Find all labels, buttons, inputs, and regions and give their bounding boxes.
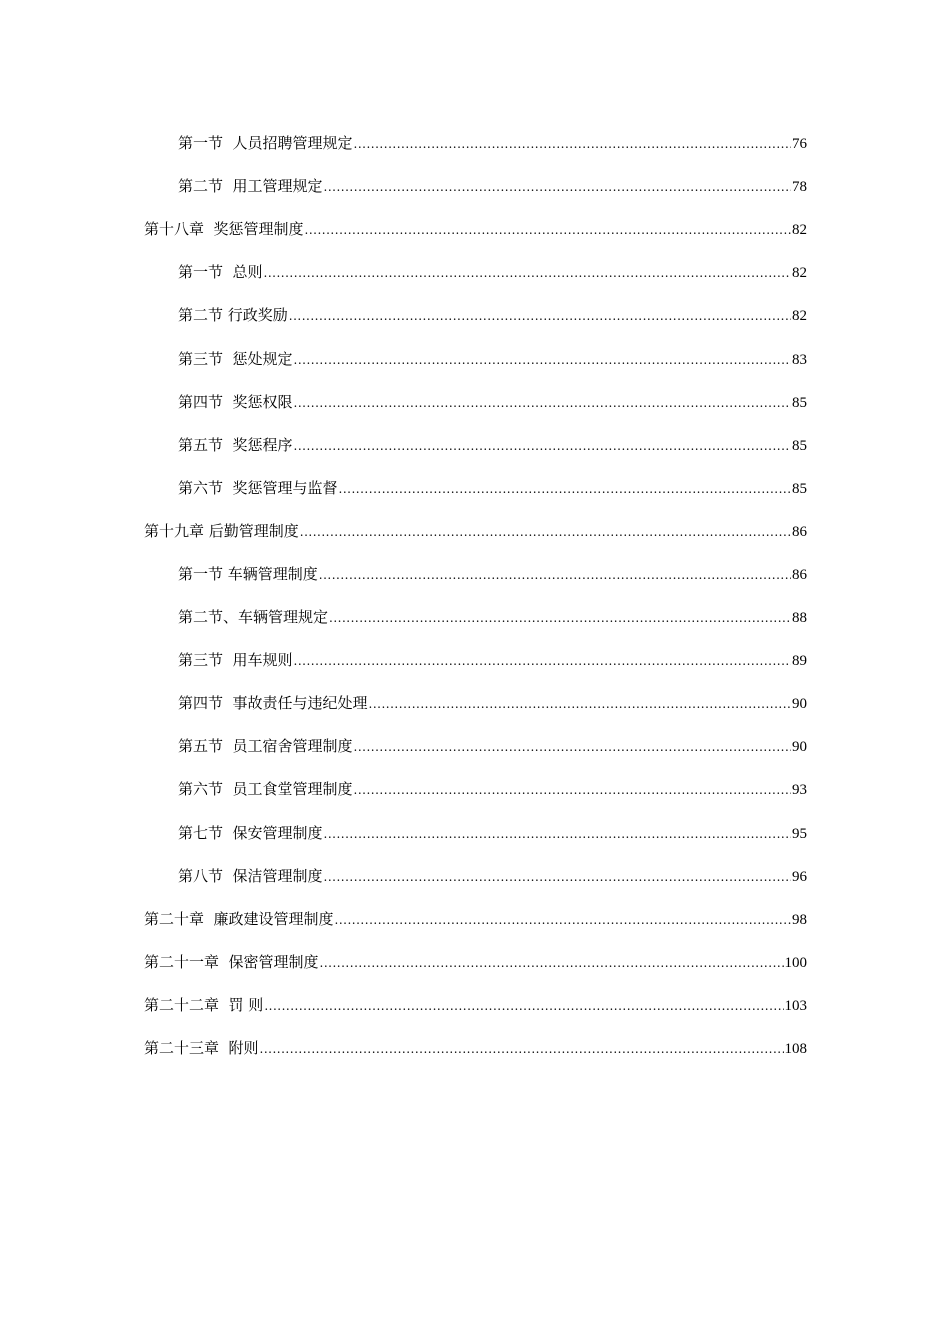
toc-page-number: 88 (792, 610, 807, 627)
toc-entry-line (178, 133, 807, 154)
toc-entry-title: 第五节 奖惩程序 (178, 435, 293, 454)
toc-dot-leader (300, 522, 791, 542)
toc-page-number: 82 (792, 265, 807, 282)
toc-entry-line (144, 909, 807, 930)
toc-chapter-entry[interactable] (0, 941, 950, 984)
toc-entry-title: 第六节 员工食堂管理制度 (178, 780, 353, 799)
toc-entry-line (144, 1038, 807, 1059)
toc-page-number: 90 (792, 739, 807, 756)
toc-entry-line (144, 995, 807, 1016)
toc-page-number: 85 (792, 394, 807, 411)
toc-chapter-entry[interactable] (0, 208, 950, 251)
toc-page-number: 95 (792, 825, 807, 842)
toc-entry-line (178, 435, 807, 456)
toc-section-entry[interactable] (0, 381, 950, 424)
toc-page-number: 100 (784, 954, 807, 971)
toc-entry-line (178, 650, 807, 671)
toc-entry-title: 第一节 人员招聘管理规定 (178, 134, 353, 153)
toc-entry-line (178, 176, 807, 197)
toc-dot-leader (319, 565, 791, 585)
toc-section-entry[interactable] (0, 812, 950, 855)
toc-entry-line (178, 305, 807, 326)
toc-section-entry[interactable] (0, 337, 950, 380)
toc-section-entry[interactable] (0, 855, 950, 898)
toc-entry-line (144, 219, 807, 240)
toc-entry-title: 第八节 保洁管理制度 (178, 866, 323, 885)
toc-entry-title: 第六节 奖惩管理与监督 (178, 478, 338, 497)
toc-entry-line (178, 478, 807, 499)
toc-chapter-entry[interactable] (0, 984, 950, 1027)
toc-page-number: 96 (792, 868, 807, 885)
toc-dot-leader (369, 694, 791, 714)
toc-section-entry[interactable] (0, 424, 950, 467)
toc-dot-leader (354, 737, 791, 757)
toc-dot-leader (354, 780, 791, 800)
toc-entry-title: 第五节 员工宿舍管理制度 (178, 737, 353, 756)
table-of-contents (0, 122, 950, 1070)
toc-section-entry[interactable] (0, 467, 950, 510)
toc-page-number: 98 (792, 911, 807, 928)
toc-dot-leader (324, 867, 791, 887)
toc-entry-title: 第四节 奖惩权限 (178, 392, 293, 411)
toc-entry-line (178, 607, 807, 628)
toc-section-entry[interactable] (0, 768, 950, 811)
toc-dot-leader (289, 306, 791, 326)
toc-page-number: 85 (792, 437, 807, 454)
toc-entry-line (178, 392, 807, 413)
toc-dot-leader (324, 824, 791, 844)
toc-page-number: 83 (792, 351, 807, 368)
toc-section-entry[interactable] (0, 596, 950, 639)
toc-chapter-entry[interactable] (0, 898, 950, 941)
toc-dot-leader (294, 436, 791, 456)
toc-dot-leader (264, 263, 791, 283)
toc-section-entry[interactable] (0, 165, 950, 208)
toc-entry-title: 第二十一章 保密管理制度 (144, 952, 319, 971)
toc-entry-line (178, 349, 807, 370)
toc-page-number: 90 (792, 696, 807, 713)
toc-entry-title: 第二节、车辆管理规定 (178, 608, 329, 627)
toc-entry-title: 第二节 行政奖励 (178, 306, 288, 325)
toc-entry-title: 第七节 保安管理制度 (178, 823, 323, 842)
toc-page-number: 108 (784, 1041, 807, 1058)
toc-chapter-entry[interactable] (0, 1027, 950, 1070)
toc-entry-title: 第三节 用车规则 (178, 651, 293, 670)
toc-page-number: 85 (792, 480, 807, 497)
toc-entry-line (144, 521, 807, 542)
toc-entry-line (178, 736, 807, 757)
toc-page-number: 76 (792, 136, 807, 153)
toc-dot-leader (294, 393, 791, 413)
toc-section-entry[interactable] (0, 251, 950, 294)
toc-entry-title: 第二十章 廉政建设管理制度 (144, 909, 334, 928)
toc-entry-title: 第十九章 后勤管理制度 (144, 521, 299, 540)
toc-page-number: 103 (784, 997, 807, 1014)
toc-entry-line (178, 866, 807, 887)
toc-entry-title: 第二十二章 罚 则 (144, 995, 264, 1014)
toc-dot-leader (320, 953, 784, 973)
toc-entry-line (144, 952, 807, 973)
toc-page-number: 86 (792, 566, 807, 583)
toc-entry-title: 第一节 总则 (178, 263, 263, 282)
toc-entry-line (178, 262, 807, 283)
toc-entry-line (178, 779, 807, 800)
toc-entry-title: 第一节 车辆管理制度 (178, 564, 318, 583)
toc-chapter-entry[interactable] (0, 510, 950, 553)
toc-dot-leader (294, 350, 791, 370)
toc-section-entry[interactable] (0, 294, 950, 337)
toc-entry-title: 第四节 事故责任与违纪处理 (178, 694, 368, 713)
toc-page-number: 86 (792, 523, 807, 540)
toc-section-entry[interactable] (0, 639, 950, 682)
toc-dot-leader (294, 651, 791, 671)
toc-dot-leader (305, 220, 791, 240)
toc-dot-leader (264, 996, 783, 1016)
toc-entry-line (178, 823, 807, 844)
toc-entry-line (178, 564, 807, 585)
toc-dot-leader (329, 608, 791, 628)
toc-page-number: 82 (792, 308, 807, 325)
toc-entry-title: 第二十三章 附则 (144, 1039, 259, 1058)
toc-entry-title: 第十八章 奖惩管理制度 (144, 220, 304, 239)
toc-section-entry[interactable] (0, 682, 950, 725)
toc-page-number: 93 (792, 782, 807, 799)
toc-page-number: 78 (792, 179, 807, 196)
toc-dot-leader (339, 479, 791, 499)
toc-entry-line (178, 693, 807, 714)
toc-dot-leader (354, 134, 791, 154)
toc-entry-title: 第二节 用工管理规定 (178, 177, 323, 196)
toc-section-entry[interactable] (0, 553, 950, 596)
toc-dot-leader (260, 1039, 784, 1059)
toc-section-entry[interactable] (0, 725, 950, 768)
toc-dot-leader (324, 177, 791, 197)
toc-page-number: 89 (792, 653, 807, 670)
toc-entry-title: 第三节 惩处规定 (178, 349, 293, 368)
toc-section-entry[interactable] (0, 122, 950, 165)
toc-page-number: 82 (792, 222, 807, 239)
toc-dot-leader (335, 910, 791, 930)
